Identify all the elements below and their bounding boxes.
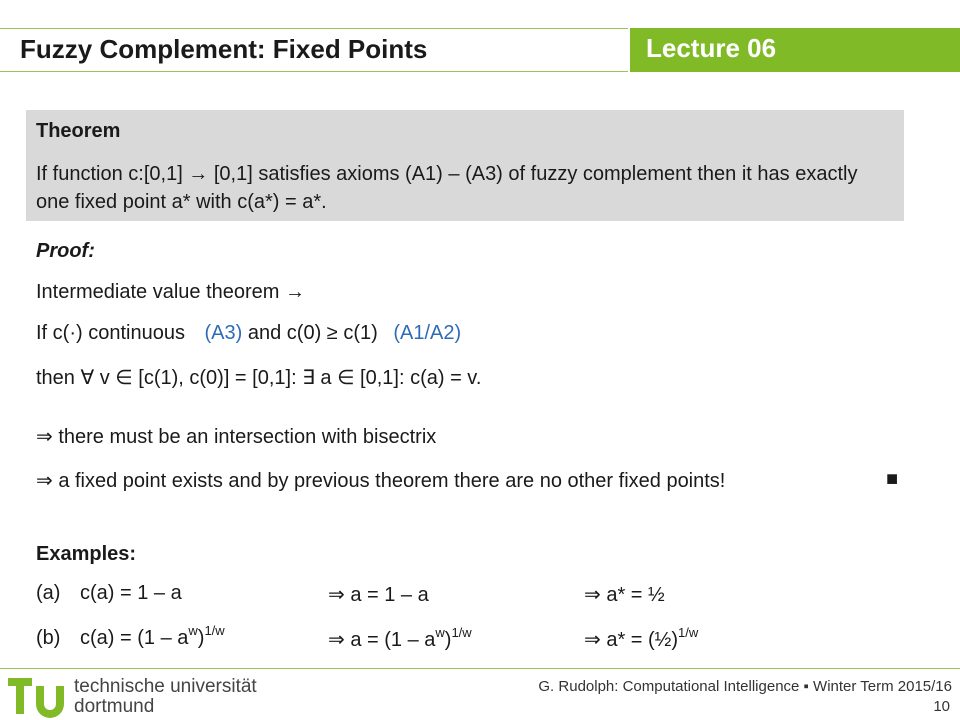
example-b-col-3-base: ⇒ a* = (½) (584, 629, 679, 651)
page-number: 10 (933, 698, 950, 715)
university-line-2: dortmund (74, 696, 155, 717)
proof-line-1: Intermediate value theorem → (36, 281, 306, 303)
proof-ref-a1a2: (A1/A2) (393, 322, 462, 344)
example-b-col-3-exp: 1/w (678, 625, 699, 640)
slide-title: Fuzzy Complement: Fixed Points (20, 34, 428, 64)
tu-logo-icon (6, 674, 66, 718)
example-a-col-2: ⇒ a = 1 – a (328, 584, 429, 606)
example-b-col-2-exp-w: w (435, 625, 445, 640)
theorem-box (26, 110, 904, 221)
proof-line-3: then ∀ v ∈ [c(1), c(0)] = [0,1]: ∃ a ∈ [0,1]: c(a) = v. (36, 367, 482, 389)
example-b-col-2-close: ) (444, 629, 452, 651)
proof-line-4: ⇒ there must be an intersection with bisectrix (36, 426, 437, 448)
header-lecture-bar (630, 28, 960, 72)
example-b-col-1-exp-w: w (188, 623, 198, 638)
example-b (36, 627, 60, 650)
header-title-bar (0, 28, 628, 72)
example-b-tag: (b) (36, 627, 61, 649)
example-b-col-2-base: ⇒ a = (1 – a (328, 629, 436, 651)
footer-divider (0, 668, 960, 669)
example-a-col-3: ⇒ a* = ½ (584, 584, 665, 606)
theorem-body: If function c:[0,1] → [0,1] satisfies axioms (A1) – (A3) of fuzzy complement then it has exactly one fixed point a* with c(a*) = a*. (36, 163, 858, 213)
proof-label: Proof: (36, 240, 95, 262)
proof-line-5: ⇒ a fixed point exists and by previous theorem there are no other fixed points! (36, 470, 726, 492)
university-line-1: technische universität (74, 676, 257, 697)
university-name (74, 677, 257, 717)
proof-ref-a3: (A3) (204, 322, 243, 344)
proof-line-2-part-a: If c(·) continuous (36, 322, 185, 344)
example-b-col-3 (584, 627, 698, 652)
example-a (36, 582, 60, 605)
footer-credit: G. Rudolph: Computational Intelligence ▪ Winter Term 2015/16 (538, 678, 952, 695)
example-a-tag: (a) (36, 582, 61, 604)
example-b-col-1-exp-root: 1/w (204, 623, 225, 638)
example-a-col-1: c(a) = 1 – a (80, 582, 182, 604)
example-b-col-1-close: ) (197, 627, 205, 649)
proof-line-2-part-c: and c(0) ≥ c(1) (247, 322, 378, 344)
proof-line-2 (36, 322, 461, 345)
example-b-col-2-exp-root: 1/w (451, 625, 472, 640)
lecture-label: Lecture 06 (646, 33, 777, 63)
examples-label: Examples: (36, 543, 137, 565)
theorem-title: Theorem (36, 120, 121, 142)
example-b-col-1 (80, 623, 225, 650)
qed-mark: ■ (886, 468, 899, 490)
example-b-col-1-base: c(a) = (1 – a (80, 627, 189, 649)
example-b-col-2 (328, 627, 472, 652)
